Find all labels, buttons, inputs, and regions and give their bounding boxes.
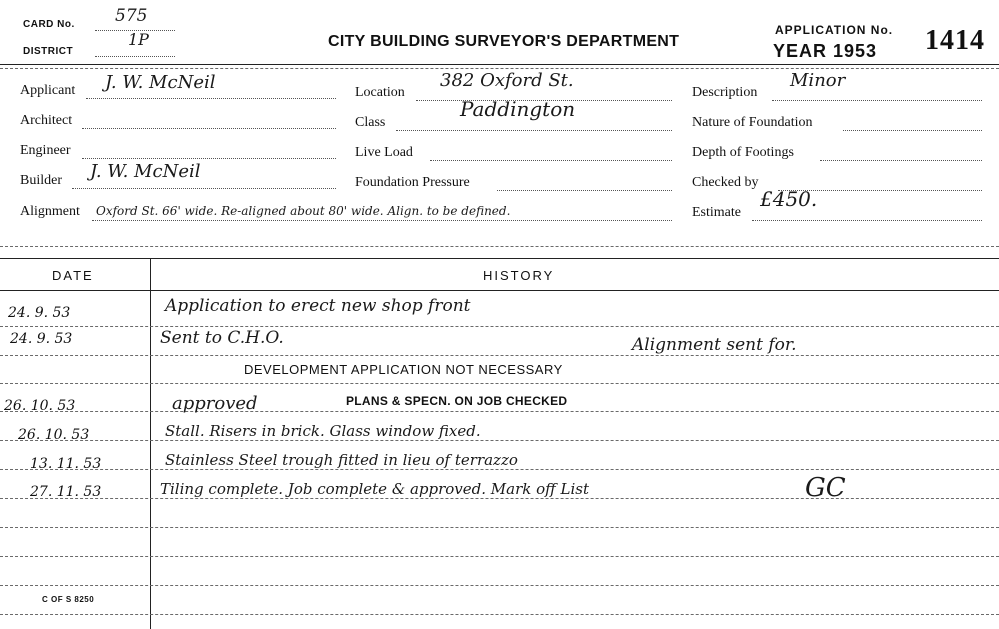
entry-date: 24. 9. 53: [10, 331, 73, 347]
department-title: CITY BUILDING SURVEYOR'S DEPARTMENT: [328, 33, 680, 50]
description-value: Minor: [790, 70, 846, 91]
entry-date: 26. 10. 53: [18, 427, 90, 443]
builder-label: Builder: [20, 173, 62, 188]
architect-label: Architect: [20, 113, 73, 128]
engineer-label: Engineer: [20, 143, 71, 158]
foundation-pressure-line: [497, 190, 672, 191]
entry-text: Sent to C.H.O.: [160, 328, 284, 348]
live-load-line: [430, 160, 672, 161]
depth-label: Depth of Footings: [692, 145, 794, 160]
description-label: Description: [692, 85, 758, 100]
history-header-rule: [0, 290, 999, 291]
description-line: [772, 100, 982, 101]
applicant-label: Applicant: [20, 83, 76, 98]
entry-date: 13. 11. 53: [30, 456, 102, 472]
row-line: [0, 326, 999, 327]
entry-date: 24. 9. 53: [8, 305, 71, 321]
live-load-label: Live Load: [355, 145, 413, 160]
class-label: Class: [355, 115, 386, 130]
plans-checked-stamp: PLANS & SPECN. ON JOB CHECKED: [346, 394, 568, 408]
alignment-label: Alignment: [20, 204, 80, 219]
entry-text: Tiling complete. Job complete & approved. Mark off List: [160, 480, 590, 498]
row-line: [0, 355, 999, 356]
row-line: [0, 585, 999, 586]
history-header: HISTORY: [483, 268, 555, 283]
builder-line: [72, 188, 336, 189]
form-code: C OF S 8250: [42, 595, 95, 604]
location-value-1: 382 Oxford St.: [440, 70, 574, 91]
application-number: 1414: [925, 25, 985, 56]
card-no-label: CARD No.: [23, 19, 75, 30]
entry-date: 26. 10. 53: [4, 398, 76, 414]
nature-label: Nature of Foundation: [692, 115, 813, 130]
row-line: [0, 411, 999, 412]
estimate-value: £450.: [760, 187, 818, 211]
class-line: [396, 130, 672, 131]
row-line: [0, 614, 999, 615]
location-value-2: Paddington: [460, 97, 576, 121]
estimate-line: [752, 220, 982, 221]
development-stamp: DEVELOPMENT APPLICATION NOT NECESSARY: [244, 362, 563, 377]
district-value: 1P: [128, 30, 149, 49]
row-line: [0, 383, 999, 384]
estimate-label: Estimate: [692, 205, 741, 220]
card-no-value: 575: [115, 6, 148, 26]
applicant-value: J. W. McNeil: [105, 72, 216, 93]
row-line: [0, 498, 999, 499]
initials: GC: [805, 473, 846, 503]
fields-bottom-dashed: [0, 246, 999, 247]
entry-extra: Alignment sent for.: [632, 335, 797, 355]
architect-line: [82, 128, 336, 129]
row-line: [0, 556, 999, 557]
entry-date: 27. 11. 53: [30, 484, 102, 500]
district-underline: [95, 56, 175, 57]
entry-text: Stall. Risers in brick. Glass window fixed.: [165, 422, 481, 440]
location-label: Location: [355, 85, 405, 100]
entry-text: Application to erect new shop front: [165, 296, 471, 316]
depth-line: [820, 160, 982, 161]
checked-label: Checked by: [692, 175, 759, 190]
foundation-pressure-label: Foundation Pressure: [355, 175, 470, 190]
header-rule-dashed: [0, 68, 999, 69]
alignment-line: [92, 220, 672, 221]
district-label: DISTRICT: [23, 46, 74, 57]
row-line: [0, 440, 999, 441]
entry-text: Stainless Steel trough fitted in lieu of terrazzo: [165, 451, 518, 469]
engineer-line: [82, 158, 336, 159]
application-label: APPLICATION No.: [775, 23, 894, 37]
applicant-line: [86, 98, 336, 99]
nature-line: [843, 130, 982, 131]
builder-value: J. W. McNeil: [90, 161, 201, 182]
entry-text: approved: [172, 393, 258, 414]
year-label: YEAR 1953: [773, 41, 878, 61]
alignment-value: Oxford St. 66' wide. Re-aligned about 80' wide. Align. to be defined.: [96, 204, 511, 218]
row-line: [0, 469, 999, 470]
row-line: [0, 527, 999, 528]
date-header: DATE: [52, 268, 94, 283]
header-rule: [0, 64, 999, 65]
history-column-divider: [150, 258, 151, 629]
